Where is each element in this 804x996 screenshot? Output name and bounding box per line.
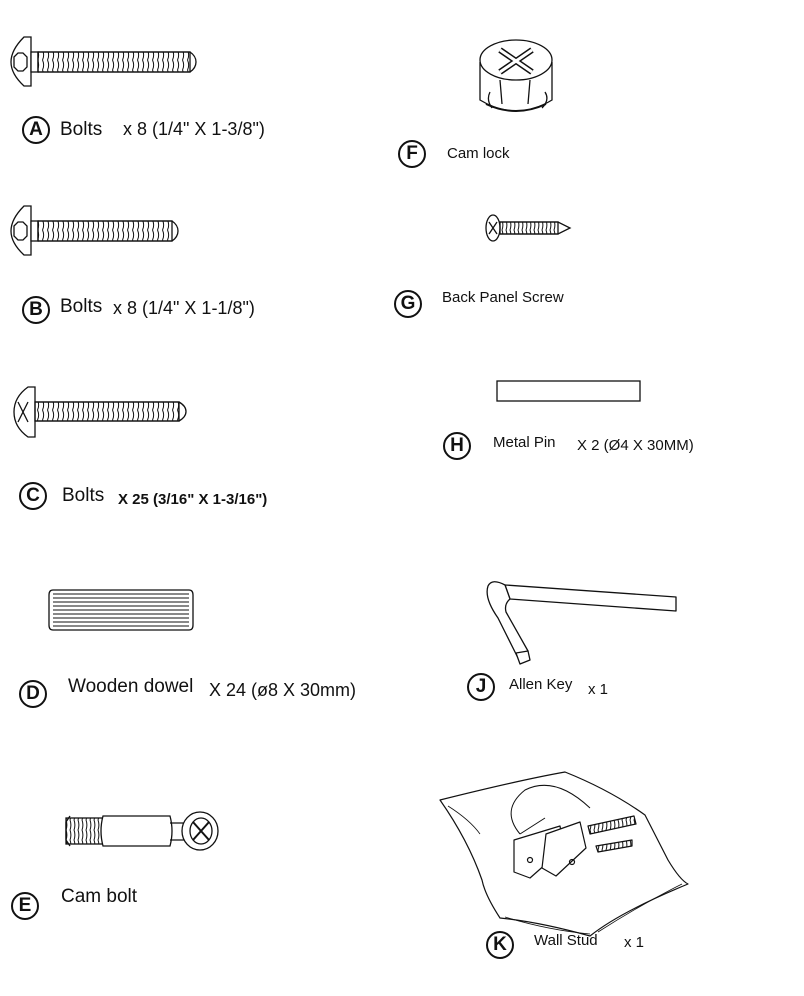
part-d-quantity: X 24 (ø8 X 30mm) [209, 680, 357, 700]
part-h-name: Metal Pin [493, 434, 556, 451]
bolt-c-icon [14, 387, 186, 437]
part-k-badge: K [486, 931, 514, 959]
part-a-badge: A [22, 116, 50, 144]
allen-key-icon [487, 582, 676, 664]
part-h-badge: H [443, 432, 471, 460]
part-g-name: Back Panel Screw [442, 289, 564, 306]
bolt-a-icon [11, 37, 196, 86]
part-k-quantity: x 1 [624, 934, 645, 951]
part-d-badge: D [19, 680, 47, 708]
back-panel-screw-icon [486, 215, 570, 241]
part-b-quantity: x 8 (1/4" X 1-1/8") [113, 298, 255, 318]
part-b-name: Bolts [60, 296, 103, 317]
part-k-name: Wall Stud [534, 932, 598, 949]
part-c-badge: C [19, 482, 47, 510]
part-j-name: Allen Key [509, 676, 573, 693]
part-a-quantity: x 8 (1/4" X 1-3/8") [123, 119, 265, 139]
part-a-name: Bolts [60, 119, 103, 140]
part-e-name: Cam bolt [61, 886, 138, 907]
part-h-quantity: X 2 (Ø4 X 30MM) [577, 437, 694, 454]
part-c-quantity: X 25 (3/16" X 1-3/16") [118, 491, 268, 508]
cam-bolt-icon [66, 812, 218, 850]
part-c-name: Bolts [62, 485, 105, 506]
part-g-badge: G [394, 290, 422, 318]
part-e-badge: E [11, 892, 39, 920]
part-b-badge: B [22, 296, 50, 324]
wooden-dowel-icon [49, 590, 193, 630]
part-f-name: Cam lock [447, 145, 510, 162]
part-d-name: Wooden dowel [68, 676, 194, 697]
metal-pin-icon [497, 381, 640, 401]
bolt-b-icon [11, 206, 178, 255]
wall-stud-bag-icon [440, 772, 688, 936]
part-f-badge: F [398, 140, 426, 168]
part-j-quantity: x 1 [588, 681, 609, 698]
cam-lock-icon [480, 40, 552, 111]
part-j-badge: J [467, 673, 495, 701]
